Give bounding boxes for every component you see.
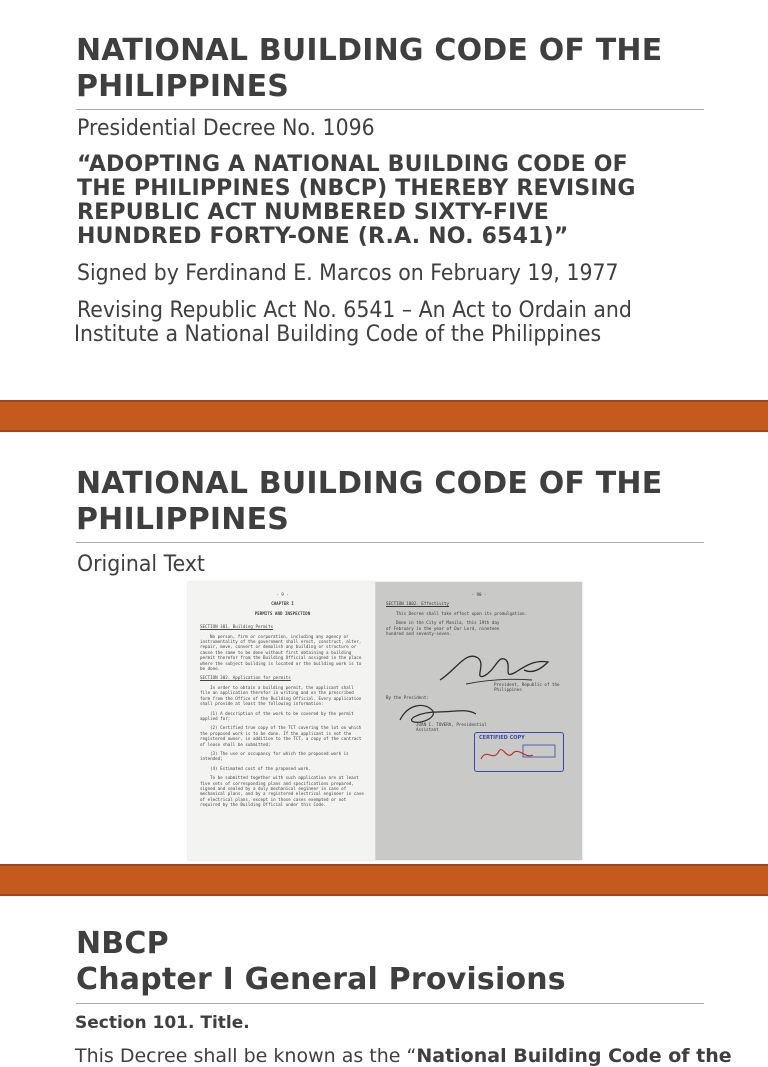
original-document-scan	[188, 582, 582, 860]
by-the-president: By the President:	[386, 695, 429, 700]
document-page-left	[188, 582, 376, 860]
stamp-signature-icon	[479, 743, 559, 765]
chapter-heading: PERMITS AND INSPECTION	[254, 610, 311, 616]
decree-title-line: “ADOPTING A NATIONAL BUILDING CODE OF	[77, 152, 628, 177]
slide-2	[0, 432, 768, 864]
slide-separator	[0, 864, 768, 896]
title-divider	[76, 542, 704, 543]
decree-title-line: REPUBLIC ACT NUMBERED SIXTY-FIVE	[77, 200, 549, 225]
section-text: In order to obtain a building permit, the applicant shall file an application therefor in writing and on the prescribed form from the Office of the Building Official. Every application shall provide at least the following information:	[200, 684, 362, 707]
slide-separator	[0, 400, 768, 432]
list-item: (3) The use or occupancy for which the proposed work is intended;	[200, 750, 349, 762]
section-body-bold: National Building Code of the	[416, 1045, 732, 1067]
executive-signatory: JUAN C. TUVERA, Presidential Assistant	[416, 722, 487, 733]
decree-number: Presidential Decree No. 1096	[77, 116, 375, 141]
done-text: Done in the City of Manila, this 19th day of February in the year of Our Lord, nineteen hundred and seventy-seven.	[386, 620, 500, 637]
list-item: (2) Certified true copy of the TCT covering the lot on which the proposed work is to be done. If the applicant is not the registered owner, in addition to the TCT, a copy of the contract of lease shall be submitted;	[200, 725, 362, 747]
slide-3-subtitle: Chapter I General Provisions	[76, 962, 566, 997]
section-text: This Decree shall take effect upon its promulgation.	[396, 610, 528, 616]
signatory-title: President, Republic of the Philippines	[494, 682, 560, 693]
stamp-label: CERTIFIED COPY	[479, 735, 525, 741]
decree-title-line: HUNDRED FORTY-ONE (R.A. NO. 6541)”	[77, 224, 569, 249]
list-item: (4) Estimated cost of the proposed work.	[210, 765, 311, 771]
slide-2-title: NATIONAL BUILDING CODE OF THE PHILIPPINES	[76, 466, 663, 537]
section-heading: Section 101. Title.	[75, 1013, 250, 1033]
section-text: To be submitted together with such application are at least five sets of corresponding plans and specifications prepared, signed and sealed by a duly mechanical engineer in case of mechanical plans, and by a registered electrical engineer in case of electrical plans, except in those cases exempted or not required by the Building Official under this Code.	[200, 775, 364, 808]
section-heading: SECTION 301. Building Permits	[200, 624, 274, 630]
section-heading: SECTION 302. Application for permits	[200, 675, 291, 681]
decree-title-line: THE PHILIPPINES (NBCP) THEREBY REVISING	[77, 176, 636, 201]
section-text: No person, firm or corporation, including any agency or instrumentality of the government shall erect, construct, alter, repair, move, convert or demolish any building or structure or cause the same to be done without first obtaining a building permit therefor from the Building Official assigned in the place where the subject building is located or the building work is to be done.	[200, 633, 362, 672]
certified-copy-stamp	[474, 732, 564, 772]
revising-text-line: Revising Republic Act No. 6541 – An Act to Ordain and	[77, 298, 632, 323]
slide-1-title: NATIONAL BUILDING CODE OF THE PHILIPPINES	[76, 33, 663, 104]
title-divider	[76, 109, 704, 110]
page-number: - 9 -	[276, 592, 289, 597]
section-body-prefix: This Decree shall be known as the “	[75, 1045, 417, 1067]
section-body	[75, 1045, 732, 1067]
slide-3-title: NBCP	[76, 926, 169, 961]
page-number: - 90 -	[471, 592, 487, 597]
document-page-right	[376, 582, 582, 860]
signed-by: Signed by Ferdinand E. Marcos on February 19, 1977	[77, 261, 619, 286]
title-divider	[76, 1003, 704, 1004]
original-text-label: Original Text	[77, 552, 205, 577]
list-item: (1) A description of the work to be covered by the permit applied for;	[200, 710, 354, 721]
chapter-label: CHAPTER I	[271, 601, 294, 607]
slide-1	[0, 0, 768, 400]
slide-3	[0, 896, 768, 1067]
revising-text-line: Institute a National Building Code of the Philippines	[74, 322, 602, 347]
section-heading: SECTION 1002. Effectivity	[386, 601, 450, 607]
